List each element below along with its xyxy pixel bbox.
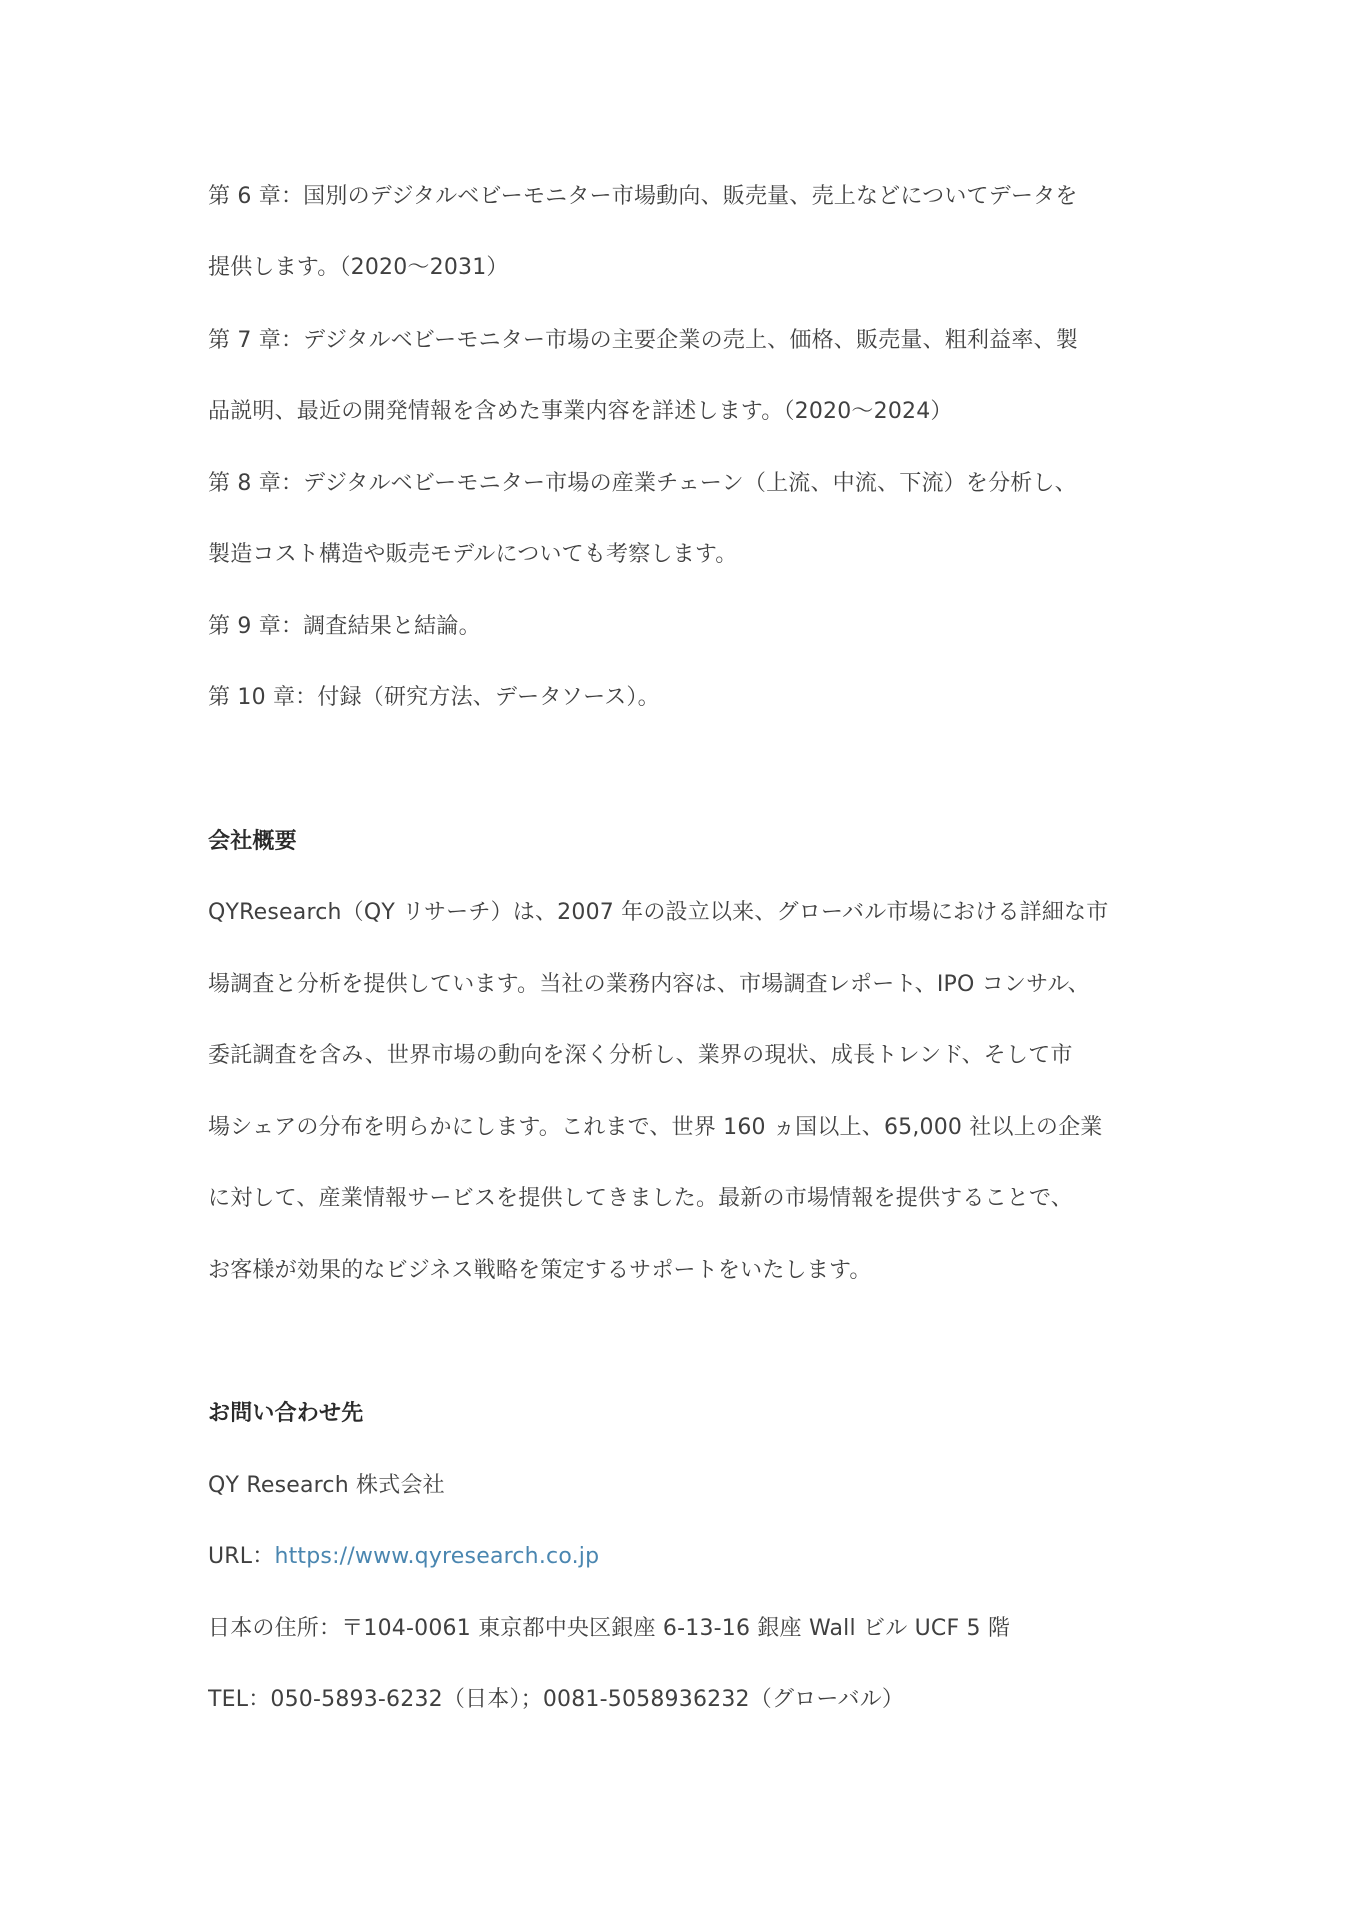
contact-company-name: QY Research 株式会社 [208,1473,445,1498]
chapter-10: 第 10 章：付録（研究方法、データソース）。 [208,685,660,710]
contact-heading: お問い合わせ先 [208,1401,364,1426]
company-heading: 会社概要 [208,829,297,854]
company-line-3: 委託調査を含み、世界市場の動向を深く分析し、業界の現状、成長トレンド、そして市 [208,1043,1073,1068]
company-line-1: QYResearch（QY リサーチ）は、2007 年の設立以来、グローバル市場における詳細な市 [208,900,1109,925]
url-label: URL： [208,1544,275,1569]
chapter-7-line-1: 第 7 章：デジタルベビーモニター市場の主要企業の売上、価格、販売量、粗利益率、製 [208,328,1078,353]
website-link[interactable]: https://www.qyresearch.co.jp [274,1544,600,1569]
chapter-7-line-2: 品説明、最近の開発情報を含めた事業内容を詳述します。（2020～2024） [208,399,953,424]
chapter-9: 第 9 章：調査結果と結論。 [208,614,481,639]
company-line-5: に対して、産業情報サービスを提供してきました。最新の市場情報を提供することで、 [208,1186,1073,1211]
contact-url-line [208,1542,1168,1572]
chapter-6-line-1: 第 6 章：国別のデジタルベビーモニター市場動向、販売量、売上などについてデータを [208,184,1078,209]
company-line-6: お客様が効果的なビジネス戦略を策定するサポートをいたします。 [208,1258,872,1283]
contact-address: 日本の住所：〒104-0061 東京都中央区銀座 6-13-16 銀座 Wall ビル UCF 5 階 [208,1616,1011,1641]
company-line-2: 場調査と分析を提供しています。当社の業務内容は、市場調査レポート、IPO コンサル、 [208,972,1090,997]
chapter-8-line-2: 製造コスト構造や販売モデルについても考察します。 [208,542,738,567]
company-line-4: 場シェアの分布を明らかにします。これまで、世界 160 ヵ国以上、65,000 社以上の企業 [208,1115,1103,1140]
contact-tel: TEL：050-5893-6232（日本）；0081-5058936232（グローバル） [208,1687,905,1712]
chapter-6-line-2: 提供します。（2020～2031） [208,255,509,280]
chapter-8-line-1: 第 8 章：デジタルベビーモニター市場の産業チェーン（上流、中流、下流）を分析し、 [208,471,1077,496]
